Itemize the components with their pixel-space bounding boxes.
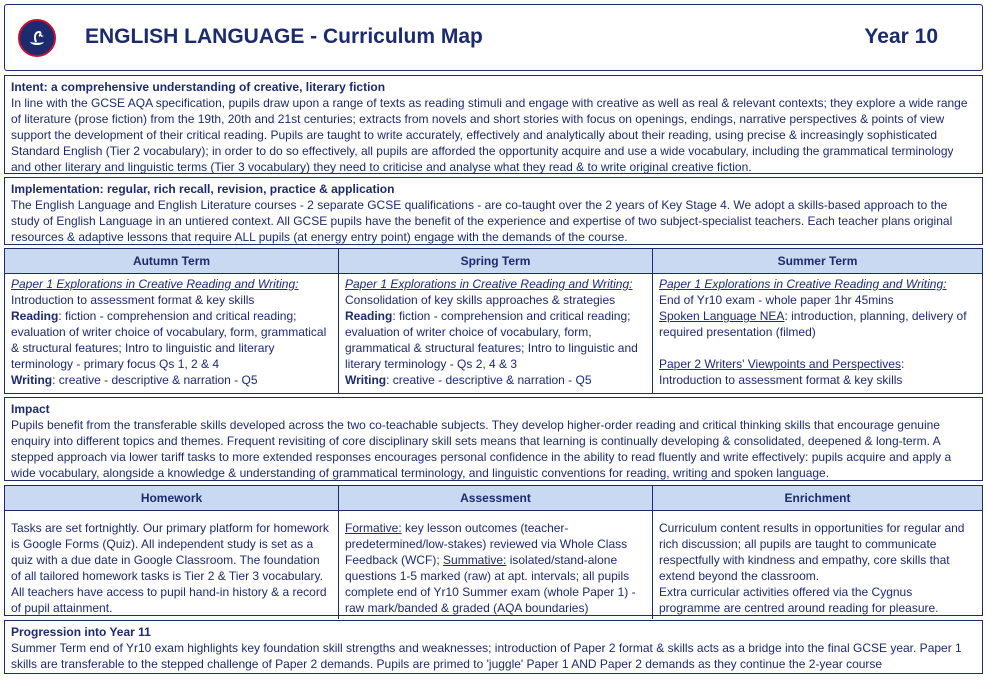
summer-paper2-intro: Introduction to assessment format & key skills: [659, 373, 903, 387]
spring-reading: [345, 308, 646, 372]
summer-paper-title: Paper 1 Explorations in Creative Reading and Writing:: [659, 277, 947, 291]
reading-label: Reading: [11, 309, 59, 323]
progression-section: [4, 620, 983, 674]
summer-term-cell: [653, 273, 982, 393]
autumn-term-header: Autumn Term: [5, 249, 339, 274]
implementation-heading: Implementation: regular, rich recall, revision, practice & application: [11, 182, 395, 196]
implementation-section: [4, 177, 983, 245]
paper2-title: Paper 2 Writers' Viewpoints and Perspectives: [659, 357, 901, 371]
autumn-writing: [11, 372, 332, 388]
enrichment-body-1: Curriculum content results in opportunities for regular and rich discussion; all pupils are taught to communicate respectfully with kindness and empathy, core skills that extend beyond the classroom.: [659, 521, 965, 583]
reading-label: Reading: [345, 309, 393, 323]
summer-term-header: Summer Term: [653, 249, 982, 274]
autumn-paper-title: Paper 1 Explorations in Creative Reading and Writing:: [11, 277, 299, 291]
year-label: Year 10: [864, 25, 938, 48]
enrichment-header: Enrichment: [653, 486, 982, 511]
homework-cell: [5, 510, 339, 619]
impact-section: [4, 397, 983, 481]
reading-text: : fiction - comprehension and critical reading; evaluation of writer choice of vocabulary, form, grammatical & structural features; Intro to linguistic and literary terminology - primary focus Qs 1, 2 & 4: [11, 309, 327, 371]
spring-writing: [345, 372, 646, 388]
page-header: [4, 4, 983, 71]
extras-table: [4, 485, 983, 616]
spring-term-cell: [339, 273, 653, 393]
summer-paper2: [659, 356, 976, 372]
implementation-body: The English Language and English Literature courses - 2 separate GCSE qualifications - are co-taught over the 2 years of Key Stage 4. We adopt a skills-based approach to the study of English Language in an untiered context. All GCSE pupils have the benefit of the experience and expertise of two subject-specialist teachers. Each teacher plans original resources & adaptive lessons that require ALL pupils (at energy entry point) engage with the demands of the course.: [11, 198, 953, 244]
homework-body: Tasks are set fortnightly. Our primary platform for homework is Google Forms (Quiz). All independent study is set as a quiz with a due date in Google Classroom. The foundation of all tailored homework tasks is Tier 2 & Tier 3 vocabulary. All teachers have access to pupil hand-in history & a record of pupil attainment.: [11, 521, 329, 615]
writing-text: : creative - descriptive & narration - Q5: [386, 373, 592, 387]
spring-term-header: Spring Term: [339, 249, 653, 274]
assessment-body: [345, 520, 646, 616]
progression-heading: Progression into Year 11: [11, 625, 151, 639]
writing-label: Writing: [345, 373, 387, 387]
nea-label: Spoken Language NEA: [659, 309, 785, 323]
autumn-term-cell: [5, 273, 339, 393]
homework-header: Homework: [5, 486, 339, 511]
spring-intro: Consolidation of key skills approaches & strategies: [345, 293, 616, 307]
impact-heading: Impact: [11, 402, 50, 416]
enrichment-cell: [653, 510, 982, 619]
intent-body: In line with the GCSE AQA specification, pupils draw upon a range of texts as reading stimuli and engage with creative as well as real & relevant contexts; they explore a wide range of literature (prose fiction) from the 19th, 20th and 21st centuries; extracts from novels and short stories with focus on openings, endings, narrative perspectives & points of view support the development of their critical reading. Pupils are taught to write accurately, effectively and analytically about their reading, using precise & increasingly sophisticated Standard English (Tier 2 vocabulary); in order to do so effectively, all pupils are afforded the opportunity acquire and use a wide vocabulary, including the grammatical terminology and other literary and linguistic terms (Tier 3 vocabulary) they need to criticise and analyse what they read & to write original creative fiction.: [11, 96, 968, 174]
swan-crest-icon: [18, 19, 56, 57]
writing-label: Writing: [11, 373, 53, 387]
enrichment-body-2: Extra curricular activities offered via the Cygnus programme are centred around reading for pleasure.: [659, 585, 939, 615]
summer-nea: [659, 308, 976, 340]
autumn-intro: Introduction to assessment format & key skills: [11, 293, 255, 307]
impact-body: Pupils benefit from the transferable skills developed across the two co-teachable subjects. They develop higher-order reading and critical thinking skills that encourage genuine enquiry into different topics and themes. Frequent revisiting of core disciplinary skill sets means that learning is continually developing & consolidated, deepened & long-term. A stepped approach via lower tariff tasks to more extended responses encourages personal confidence in the ability to read fluently and write effectively: pupils acquire and apply a wide vocabulary, alongside a knowledge & understanding of grammatical terminology, and linguistic conventions for reading, writing and spoken language.: [11, 418, 952, 480]
summer-exam: End of Yr10 exam - whole paper 1hr 45mins: [659, 293, 894, 307]
terms-table: [4, 248, 983, 394]
writing-text: : creative - descriptive & narration - Q5: [52, 373, 258, 387]
formative-text: key lesson outcomes (teacher-predetermined/low-stakes) reviewed via Whole Class Feedback (WCF);: [345, 521, 628, 567]
summative-label: Summative:: [443, 553, 507, 567]
paper2-colon: :: [900, 357, 905, 371]
reading-text: : fiction - comprehension and critical reading; evaluation of writer choice of vocabulary, form, grammatical & structural features; Intro to linguistic and literary terminology - Qs 2, 4 & 3: [345, 309, 638, 371]
intent-heading: Intent: a comprehensive understanding of creative, literary fiction: [11, 80, 386, 94]
intent-section: [4, 75, 983, 174]
progression-body: Summer Term end of Yr10 exam highlights key foundation skill strengths and weaknesses; introduction of Paper 2 format & skills acts as a bridge into the final GCSE year. Paper 1 skills are transferable to the stepped challenge of Paper 2 demands. Pupils are primed to 'juggle' Paper 1 AND Paper 2 demands as they continue the 2-year course: [11, 641, 962, 671]
summative-text: isolated/stand-alone questions 1-5 marked (raw) at apt. intervals; all pupils complete end of Yr10 Summer exam (whole Paper 1) - raw mark/banded & graded (AQA boundaries): [345, 553, 636, 615]
nea-text: : introduction, planning, delivery of required presentation (filmed): [659, 309, 967, 339]
spring-paper-title: Paper 1 Explorations in Creative Reading and Writing:: [345, 277, 633, 291]
formative-label: Formative:: [345, 521, 402, 535]
assessment-cell: [339, 510, 653, 619]
assessment-header: Assessment: [339, 486, 653, 511]
autumn-reading: [11, 308, 332, 372]
page-title: ENGLISH LANGUAGE - Curriculum Map: [85, 25, 483, 48]
